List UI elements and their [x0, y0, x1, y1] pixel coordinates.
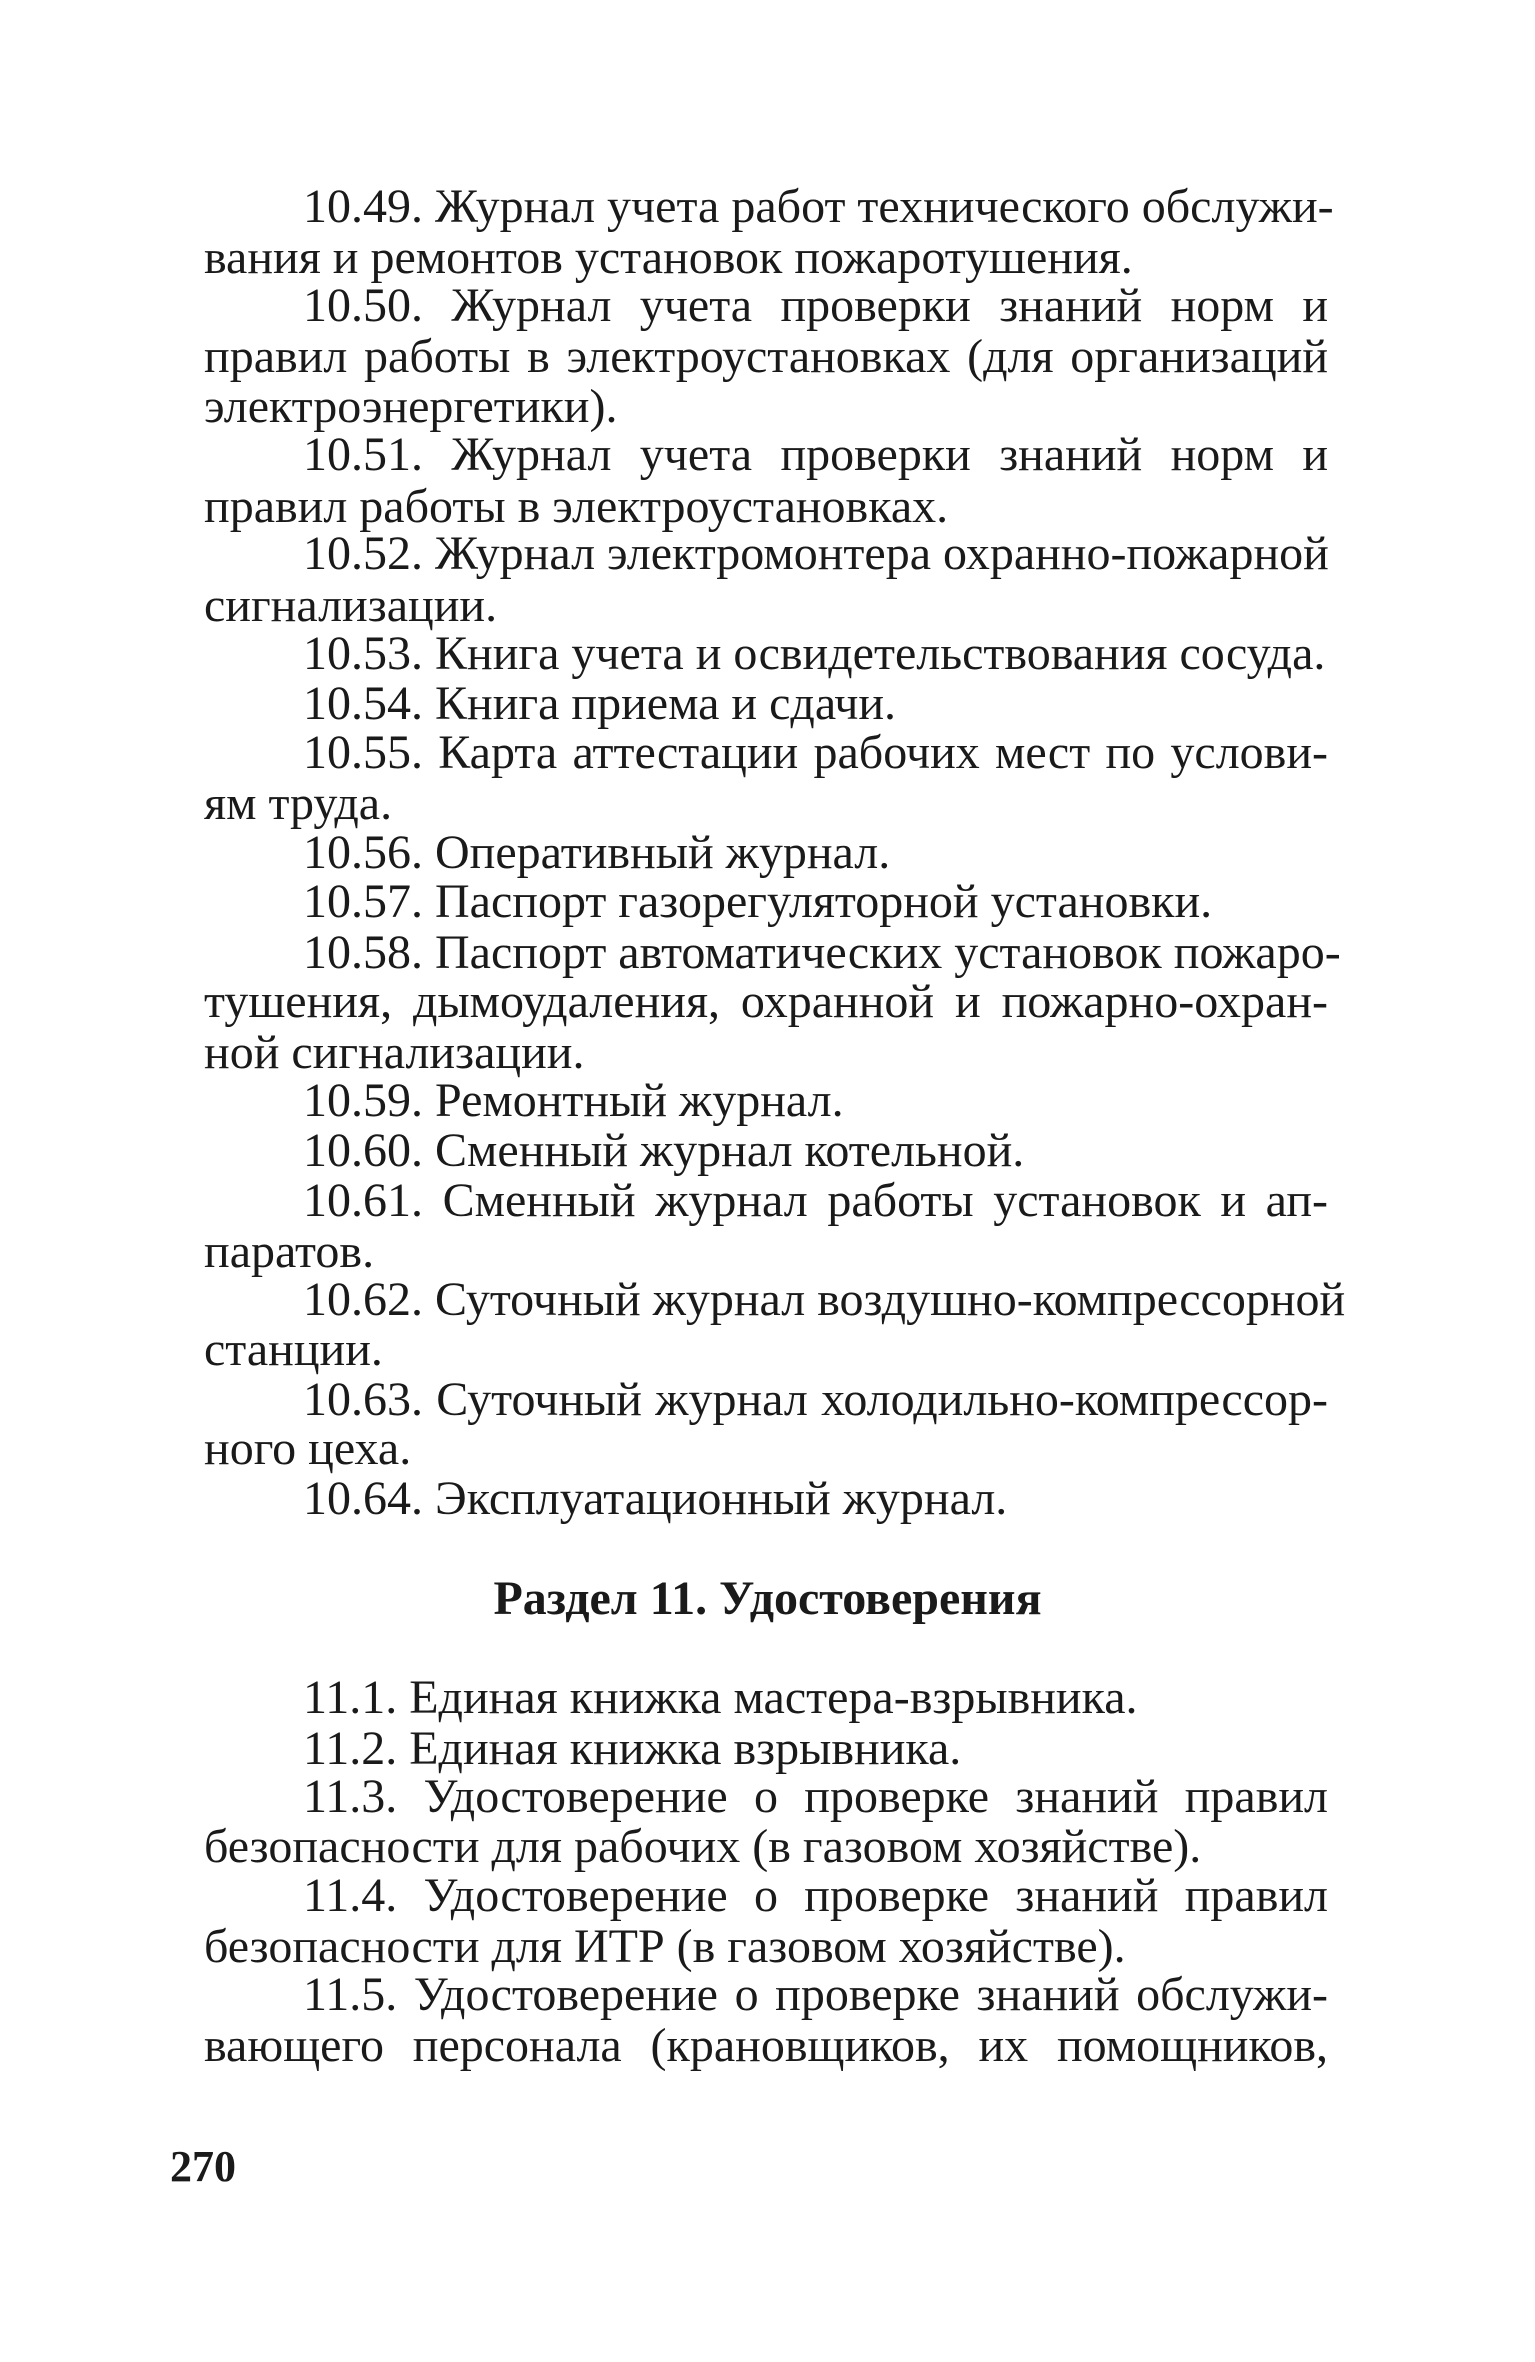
text-line: вающего персонала (крановщиков, их помощников, [204, 2019, 1328, 2072]
text-line: 10.49. Журнал учета работ технического обслужи- [303, 180, 1334, 233]
text-line: 10.56. Оперативный журнал. [303, 826, 891, 879]
text-line: 10.55. Карта аттестации рабочих мест по услови- [303, 726, 1328, 779]
text-line: 10.59. Ремонтный журнал. [303, 1074, 844, 1127]
text-line: 10.62. Суточный журнал воздушно-компрессорной [303, 1273, 1346, 1326]
text-line: 11.3. Удостоверение о проверке знаний правил [303, 1770, 1328, 1823]
text-line: 10.60. Сменный журнал котельной. [303, 1124, 1025, 1177]
text-line: 11.1. Единая книжка мастера-взрывника. [303, 1671, 1138, 1724]
section-heading: Раздел 11. Удостоверения [493, 1572, 1042, 1625]
text-line: паратов. [204, 1225, 375, 1278]
text-line: 10.54. Книга приема и сдачи. [303, 677, 897, 730]
text-line: тушения, дымоудаления, охранной и пожарно-охран- [204, 975, 1328, 1028]
text-line: правил работы в электроустановках. [204, 480, 949, 533]
text-line: 11.4. Удостоверение о проверке знаний правил [303, 1869, 1328, 1922]
text-line: ной сигнализации. [204, 1026, 585, 1079]
text-line: 10.51. Журнал учета проверки знаний норм и [303, 428, 1328, 481]
text-line: 10.53. Книга учета и освидетельствования сосуда. [303, 627, 1326, 680]
text-line: правил работы в электроустановках (для организаций [204, 330, 1328, 383]
text-line: вания и ремонтов установок пожаротушения. [204, 231, 1133, 284]
text-line: 11.5. Удостоверение о проверке знаний обслужи- [303, 1968, 1328, 2021]
text-line: сигнализации. [204, 579, 498, 632]
text-line: 10.64. Эксплуатационный журнал. [303, 1472, 1008, 1525]
text-line: электроэнергетики). [204, 380, 618, 433]
text-line: 11.2. Единая книжка взрывника. [303, 1722, 962, 1775]
text-line: 10.61. Сменный журнал работы установок и ап- [303, 1174, 1328, 1227]
text-line: 10.58. Паспорт автоматических установок пожаро- [303, 926, 1341, 979]
text-line: безопасности для рабочих (в газовом хозяйстве). [204, 1820, 1202, 1873]
text-line: станции. [204, 1323, 383, 1376]
text-line: 10.50. Журнал учета проверки знаний норм и [303, 279, 1328, 332]
page-number: 270 [170, 2142, 236, 2191]
text-line: 10.52. Журнал электромонтера охранно-пожарной [303, 527, 1329, 580]
text-line: 10.57. Паспорт газорегуляторной установки. [303, 875, 1213, 928]
text-line: ям труда. [204, 777, 393, 830]
text-line: ного цеха. [204, 1422, 412, 1475]
text-line: 10.63. Суточный журнал холодильно-компрессор- [303, 1373, 1328, 1426]
text-line: безопасности для ИТР (в газовом хозяйстве). [204, 1920, 1126, 1973]
